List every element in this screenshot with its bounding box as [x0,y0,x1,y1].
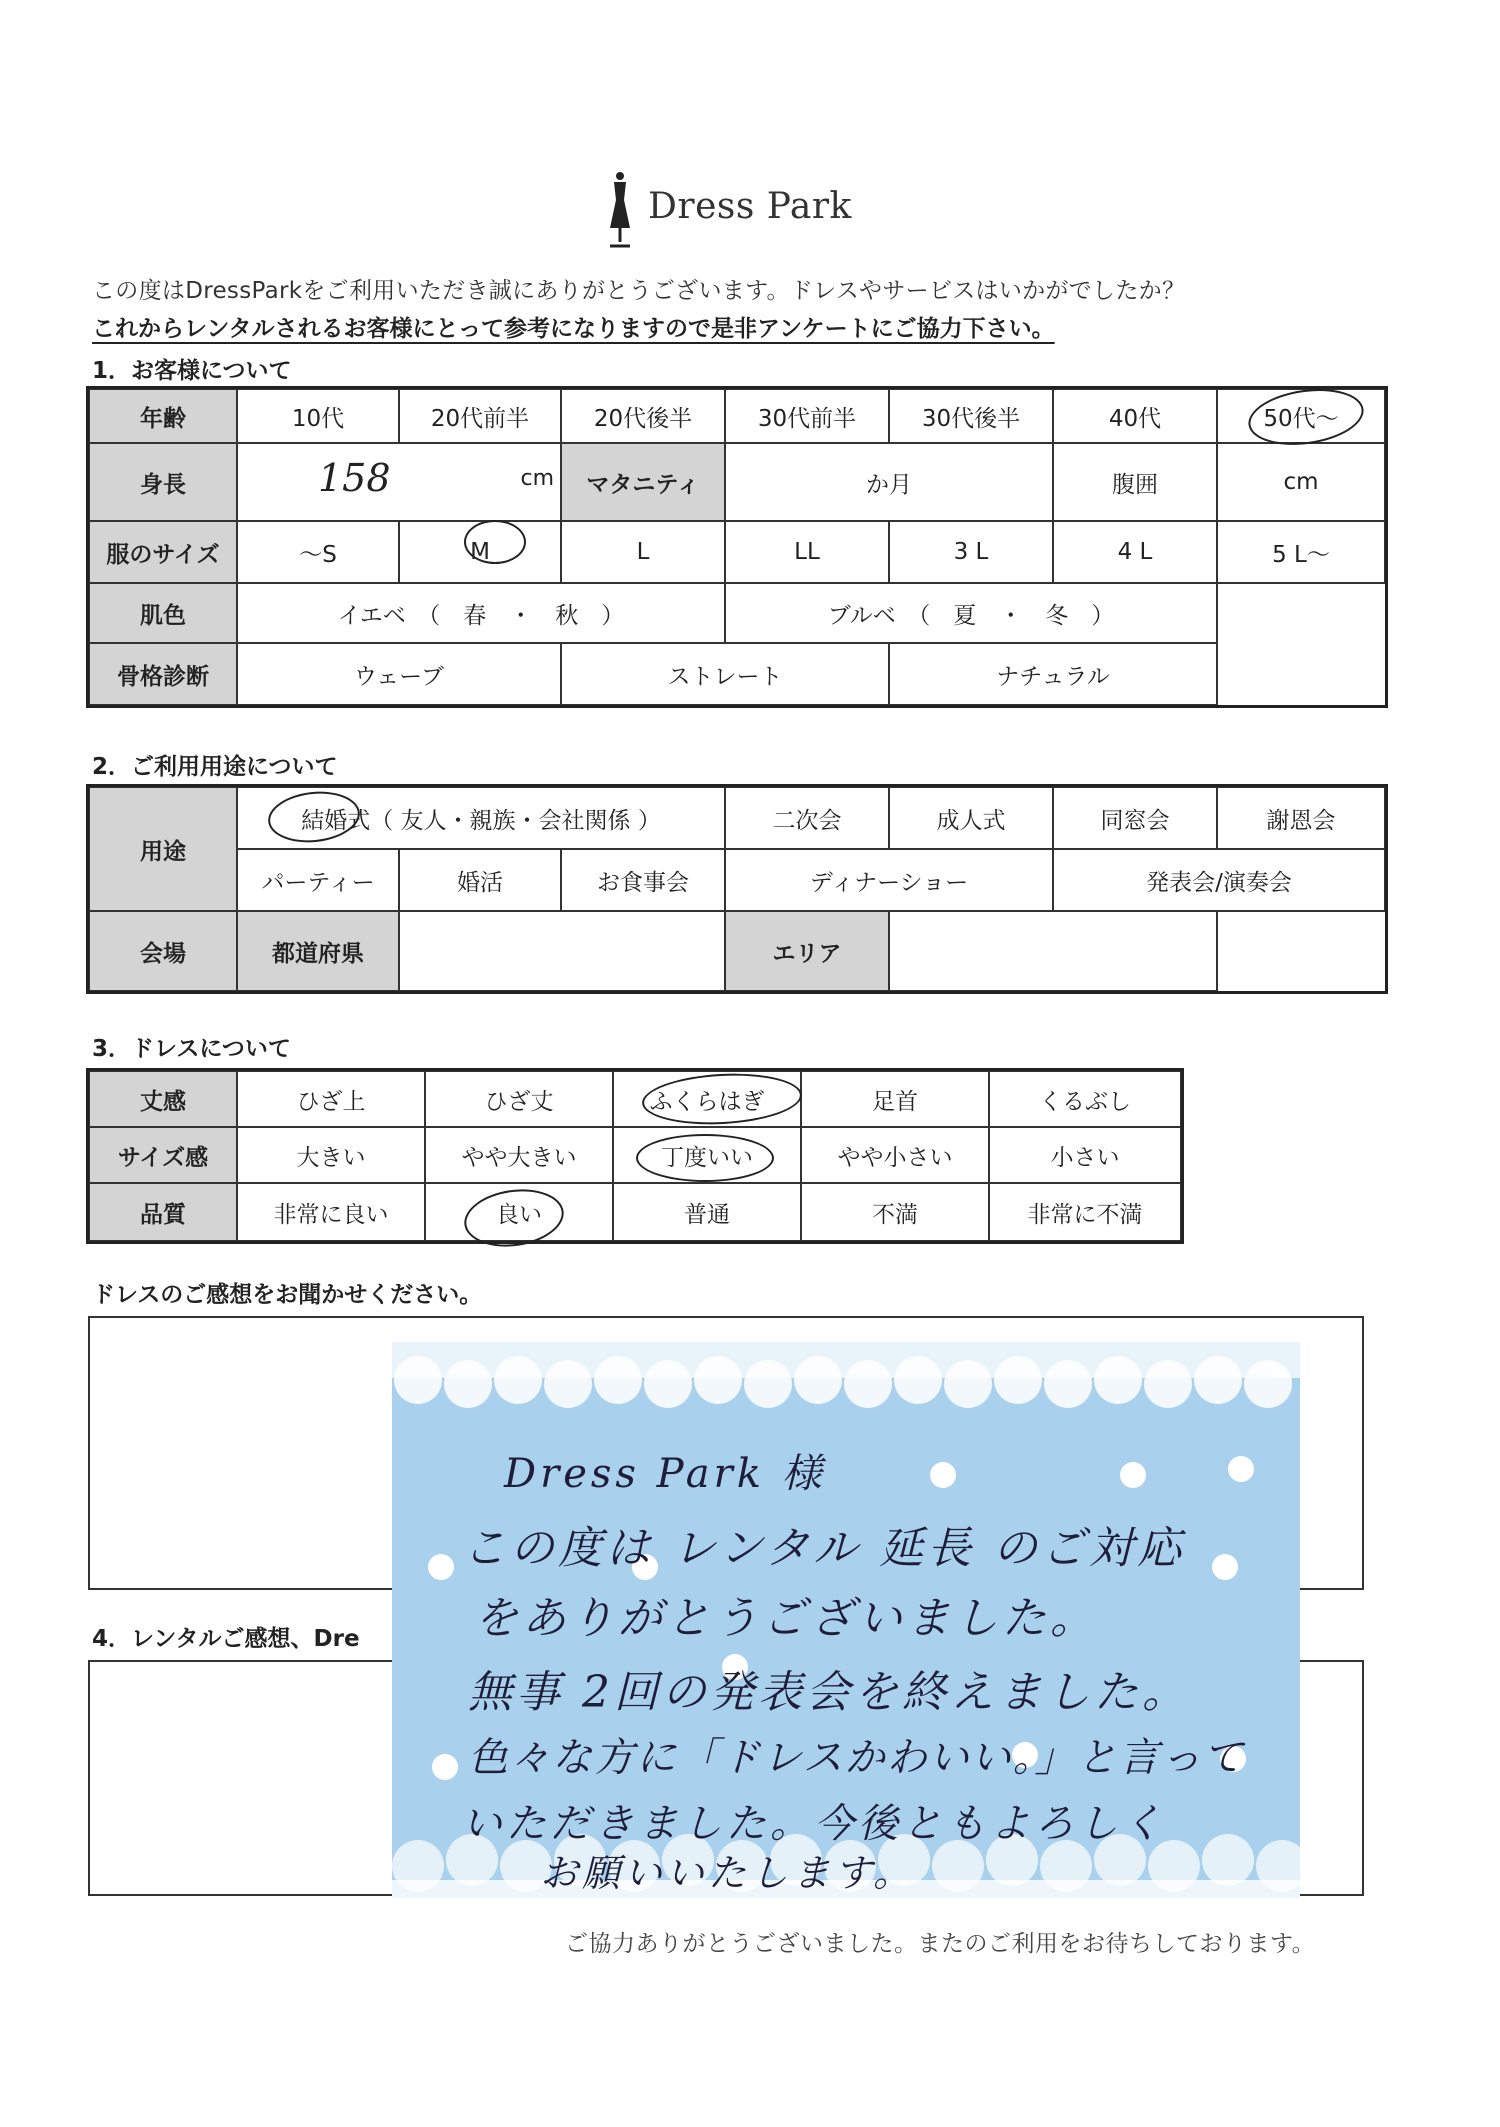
selection-circle-fit [636,1134,774,1182]
size-option[interactable]: 〜S [237,521,399,583]
fit-option[interactable]: やや大きい [425,1127,613,1183]
purpose-option[interactable]: 二次会 [725,787,889,849]
quality-option[interactable]: 非常に不満 [989,1183,1181,1241]
size-option[interactable]: 5 L〜 [1217,521,1385,583]
customer-table [88,388,1386,706]
age-option[interactable]: 30代前半 [725,389,889,443]
maternity-months[interactable]: か月 [725,443,1053,521]
size-option[interactable]: 3 L [889,521,1053,583]
fit-label: サイズ感 [89,1127,237,1183]
age-option[interactable]: 20代前半 [399,389,561,443]
intro-text: この度はDressParkをご利用いただき誠にありがとうございます。ドレスやサービスはいかがでしたか？ [92,278,1186,304]
section1-title: 1．お客様について [92,358,292,384]
waist-unit[interactable]: cm [1217,443,1385,521]
section4-title: 4．レンタルご感想、Dre [92,1626,360,1652]
purpose-option[interactable]: 謝恩会 [1217,787,1385,849]
frame-option[interactable]: ストレート [561,643,889,705]
fit-option[interactable]: 小さい [989,1127,1181,1183]
height-field[interactable] [237,443,561,521]
maternity-label: マタニティ [561,443,725,521]
size-option[interactable]: LL [725,521,889,583]
size-row [89,521,1385,583]
height-unit: cm [520,466,554,491]
area-field[interactable] [889,911,1217,991]
note-line: いただきました。今後ともよろしく [462,1801,1166,1847]
purpose-option[interactable]: 発表会/演奏会 [1053,849,1385,911]
quality-option[interactable]: 不満 [801,1183,989,1241]
quality-option[interactable]: 普通 [613,1183,801,1241]
note-line: 色々な方に「ドレスかわいい。」と言って [468,1735,1245,1781]
note-line: Dress Park 様 [504,1451,826,1497]
note-line: をありがとうございました。 [474,1593,1098,1644]
age-option[interactable]: 20代後半 [561,389,725,443]
fit-option-selected[interactable]: 丁度いい [613,1127,801,1183]
note-line: この度は レンタル 延長 のご対応 [462,1523,1186,1574]
footer-thanks: ご協力ありがとうございました。またのご利用をお待ちしております。 [565,1931,1316,1957]
skin-blue-option[interactable]: ブルベ （ 夏 ・ 冬 ） [725,583,1217,643]
age-option[interactable]: 10代 [237,389,399,443]
purpose-option[interactable]: パーティー [237,849,399,911]
length-option[interactable]: 足首 [801,1071,989,1127]
intro-request: これからレンタルされるお客様にとって参考になりますので是非アンケートにご協力下さい。 [92,316,1055,342]
size-option[interactable]: 4 L [1053,521,1217,583]
purpose-wedding[interactable]: 結婚式（ 友人・親族・会社関係 ） [237,787,725,849]
quality-option-selected[interactable]: 良い [425,1183,613,1241]
size-option-selected[interactable]: M [399,521,561,583]
lace-border-top [392,1342,1300,1442]
purpose-option[interactable]: お食事会 [561,849,725,911]
age-label: 年齢 [89,389,237,443]
age-row [89,389,1385,443]
skin-label: 肌色 [89,583,237,643]
selection-circle-size [464,520,526,564]
prefecture-field[interactable] [399,911,725,991]
frame-row [89,643,1385,705]
frame-option[interactable]: ナチュラル [889,643,1217,705]
size-label: 服のサイズ [89,521,237,583]
section2-title: 2．ご利用用途について [92,754,338,780]
length-label: 丈感 [89,1071,237,1127]
purpose-option[interactable]: 成人式 [889,787,1053,849]
length-option-selected[interactable]: ふくらはぎ [613,1071,801,1127]
skin-yellow-option[interactable]: イエベ （ 春 ・ 秋 ） [237,583,725,643]
fit-option[interactable]: 大きい [237,1127,425,1183]
length-option[interactable]: ひざ丈 [425,1071,613,1127]
age-option[interactable]: 30代後半 [889,389,1053,443]
height-label: 身長 [89,443,237,521]
dress-table [88,1070,1182,1242]
waist-label: 腹囲 [1053,443,1217,521]
age-option-selected[interactable]: 50代〜 [1217,389,1385,443]
frame-label: 骨格診断 [89,643,237,705]
purpose-label: 用途 [89,787,237,911]
purpose-option[interactable]: 婚活 [399,849,561,911]
skin-row [89,583,1385,643]
purpose-option[interactable]: ディナーショー [725,849,1053,911]
handwritten-note-card [392,1342,1300,1898]
age-option[interactable]: 40代 [1053,389,1217,443]
length-option[interactable]: くるぶし [989,1071,1181,1127]
size-option[interactable]: L [561,521,725,583]
note-line: お願いいたします。 [540,1851,915,1895]
section3-title: 3．ドレスについて [92,1036,291,1062]
prefecture-label: 都道府県 [237,911,399,991]
frame-option[interactable]: ウェーブ [237,643,561,705]
height-value: 158 [318,456,391,500]
note-line: 無事 2回の発表会を終えました。 [468,1667,1190,1718]
logo-text: Dress Park [648,186,852,227]
impression-prompt: ドレスのご感想をお聞かせください。 [92,1282,483,1308]
area-label: エリア [725,911,889,991]
height-row [89,443,1385,521]
dresspark-logo [600,170,860,250]
length-option[interactable]: ひざ上 [237,1071,425,1127]
purpose-option[interactable]: 同窓会 [1053,787,1217,849]
dress-form-icon [600,170,640,250]
quality-option[interactable]: 非常に良い [237,1183,425,1241]
fit-option[interactable]: やや小さい [801,1127,989,1183]
quality-label: 品質 [89,1183,237,1241]
venue-label: 会場 [89,911,237,991]
